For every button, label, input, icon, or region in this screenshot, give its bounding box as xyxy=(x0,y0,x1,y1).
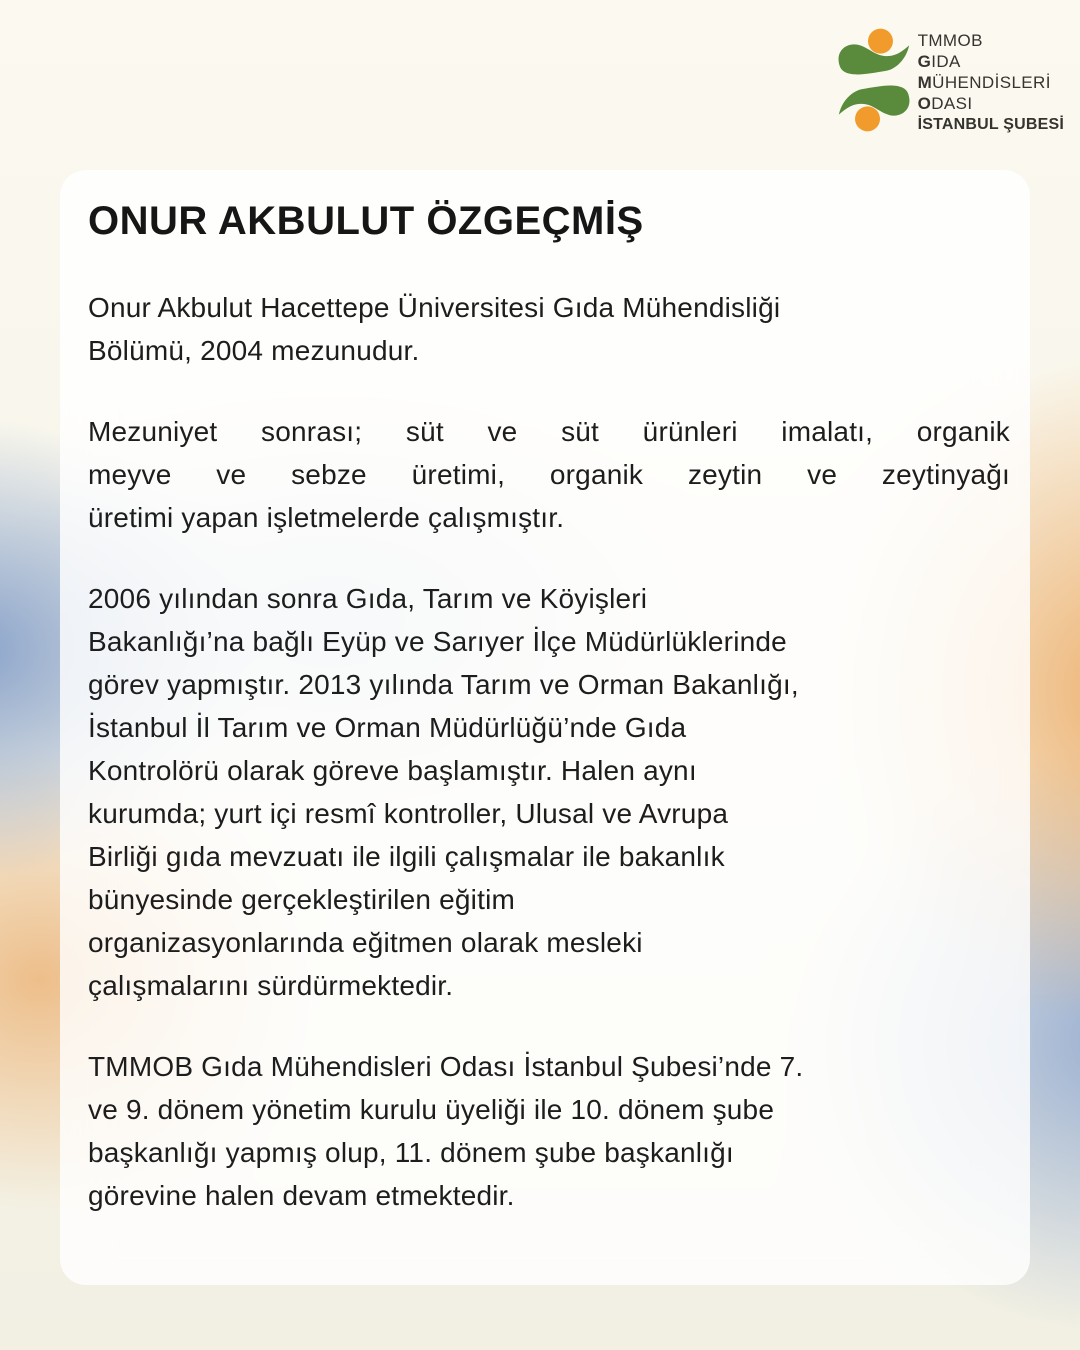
logo-text-line: İSTANBUL ŞUBESİ xyxy=(917,116,1064,133)
logo-text-line: TMMOB xyxy=(917,31,983,50)
text-line: Onur Akbulut Hacettepe Üniversitesi Gıda Mühendisliği xyxy=(88,292,781,323)
logo-text xyxy=(918,28,1064,135)
text-line: ve 9. dönem yönetim kurulu üyeliği ile 10. dönem şube xyxy=(88,1094,775,1125)
text-line: 2006 yılından sonra Gıda, Tarım ve Köyişleri xyxy=(88,583,648,614)
text-line: Bölümü, 2004 mezunudur. xyxy=(88,335,420,366)
paragraph-public-service xyxy=(88,577,1010,1007)
text-line: başkanlığı yapmış olup, 11. dönem şube başkanlığı xyxy=(88,1137,734,1168)
page-title: ONUR AKBULUT ÖZGEÇMİŞ xyxy=(88,199,644,243)
text-line: TMMOB Gıda Mühendisleri Odası İstanbul Şubesi’nde 7. xyxy=(88,1051,804,1082)
text-line: bünyesinde gerçekleştirilen eğitim xyxy=(88,884,516,915)
logo-text-line: GIDA xyxy=(917,52,961,71)
text-line: çalışmalarını sürdürmektedir. xyxy=(88,970,454,1001)
text-line: Bakanlığı’na bağlı Eyüp ve Sarıyer İlçe Müdürlüklerinde xyxy=(88,626,787,657)
text-line: kurumda; yurt içi resmî kontroller, Ulusal ve Avrupa xyxy=(88,798,729,829)
text-line: İstanbul İl Tarım ve Orman Müdürlüğü’nde Gıda xyxy=(88,712,687,743)
logo-text-line: MÜHENDİSLERİ xyxy=(917,73,1051,92)
logo-text-line: ODASI xyxy=(917,94,973,113)
text-line: meyve ve sebze üretimi, organik zeytin ve zeytinyağı xyxy=(88,459,1010,490)
text-line: üretimi yapan işletmelerde çalışmıştır. xyxy=(88,502,565,533)
gmo-logo-icon xyxy=(837,28,911,132)
text-line: Kontrolörü olarak göreve başlamıştır. Halen aynı xyxy=(88,755,697,786)
paragraph-chamber-roles xyxy=(88,1045,1010,1217)
text-line: görev yapmıştır. 2013 yılında Tarım ve Orman Bakanlığı, xyxy=(88,669,799,700)
logo-sun-circle xyxy=(868,29,893,54)
logo xyxy=(837,28,1064,135)
text-line: Mezuniyet sonrası; süt ve süt ürünleri imalatı, organik xyxy=(88,416,1010,447)
paragraph-education xyxy=(88,286,1010,372)
text-line: Birliği gıda mevzuatı ile ilgili çalışmalar ile bakanlık xyxy=(88,841,725,872)
text-line: görevine halen devam etmektedir. xyxy=(88,1180,515,1211)
text-line: organizasyonlarında eğitmen olarak mesleki xyxy=(88,927,643,958)
cv-card xyxy=(60,170,1030,1285)
paragraph-early-career xyxy=(88,410,1010,539)
